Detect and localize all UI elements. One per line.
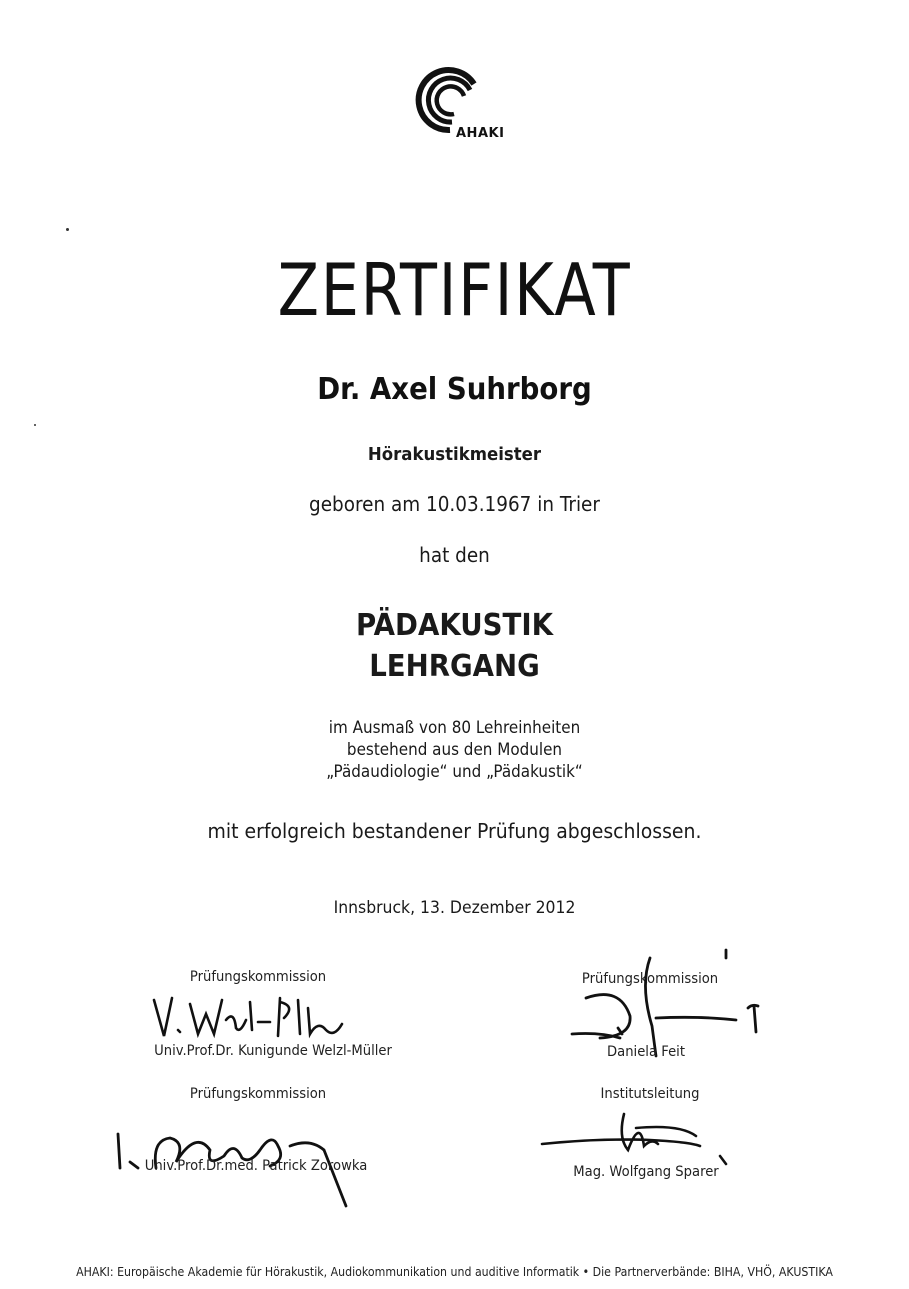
birth-info: geboren am 10.03.1967 in Trier — [309, 492, 600, 516]
completion-statement: mit erfolgreich bestandener Prüfung abgeschlossen. — [207, 819, 702, 843]
recipient-name: Dr. Axel Suhrborg — [317, 372, 592, 407]
intro-text: hat den — [419, 543, 490, 567]
signature-3-name: Univ.Prof.Dr.med. Patrick Zorowka — [144, 1158, 368, 1174]
scope-line-2: bestehend aus den Modulen — [346, 740, 563, 759]
signature-4-name: Mag. Wolfgang Sparer — [573, 1164, 719, 1180]
signature-1-name: Univ.Prof.Dr. Kunigunde Welzl-Müller — [154, 1043, 392, 1059]
signature-4-role: Institutsleitung — [600, 1086, 700, 1102]
certificate-title: ZERTIFIKAT — [277, 248, 632, 332]
scope-line-3: „Pädaudiologie“ und „Pädakustik“ — [326, 762, 583, 781]
footer-text: AHAKI: Europäische Akademie für Hörakustik, Audiokommunikation und auditive Informatik • Die Partnerverbände: BIHA, VHÖ, AKUSTIKA — [76, 1264, 833, 1279]
signature-1-role: Prüfungskommission — [189, 969, 327, 985]
course-scope — [36, 717, 872, 783]
signature-2-handwriting — [560, 946, 780, 1056]
scope-line-1: im Ausmaß von 80 Lehreinheiten — [328, 718, 581, 737]
logo-text: AHAKI — [456, 126, 505, 141]
course-title-line1: PÄDAKUSTIK — [355, 608, 553, 643]
recipient-profession: Hörakustikmeister — [367, 444, 542, 465]
scan-speck — [66, 228, 69, 231]
signature-3-role: Prüfungskommission — [189, 1086, 327, 1102]
signature-3-handwriting — [110, 1120, 370, 1230]
ahaki-logo — [402, 66, 532, 150]
signature-1-handwriting — [150, 990, 370, 1046]
signature-2-name: Daniela Feit — [607, 1044, 685, 1060]
scan-speck — [34, 424, 36, 426]
signature-2-role: Prüfungskommission — [581, 971, 719, 987]
place-and-date: Innsbruck, 13. Dezember 2012 — [333, 898, 576, 918]
course-title-line2: LEHRGANG — [369, 649, 540, 684]
